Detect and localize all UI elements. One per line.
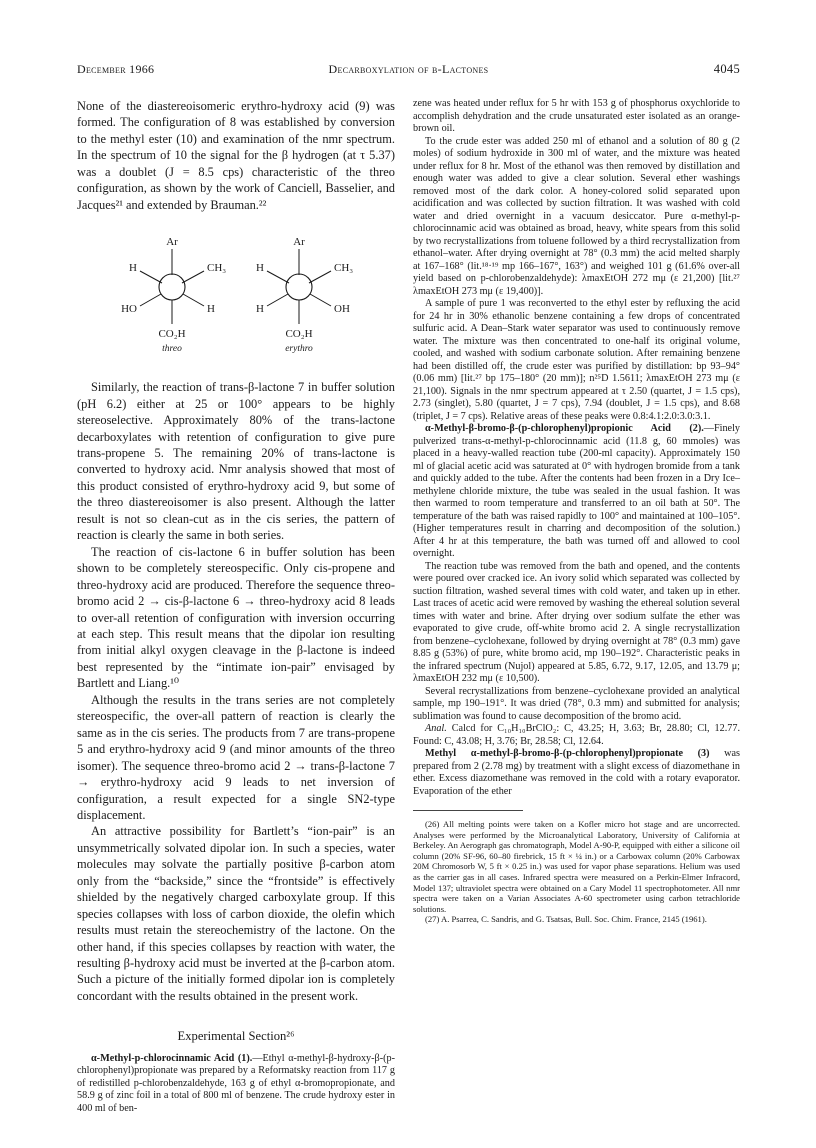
erythro-projection — [256, 236, 353, 354]
threo-upper-right-label: CH₃ — [207, 262, 227, 275]
compound-title: Methyl α-methyl-β-bromo-β-(p-chlorophenyl)propionate (3) — [425, 748, 710, 759]
right-column — [413, 98, 740, 925]
paragraph-body: was prepared from 2 (2.78 mg) by treatment with a slight excess of diazomethane in ether. Excess diazomethane was removed in the cold with a rotary evaporator. Evaporation of the ether — [413, 748, 740, 797]
paragraph: None of the diastereoisomeric erythro-hydroxy acid (9) was formed. The configuration of 8 was established by conversion to the methyl ester (10) and examination of the nmr spectrum. In the spectrum of 10 the signal for the β hydrogen (at τ 5.37) was a doublet (J = 8.5 cps) characteristic of the threo configuration, as shown by the work of Canciell, Basselier, and Jacques²¹ and extended by Brauman.²² — [77, 99, 395, 212]
paragraph-body: —Ethyl α-methyl-β-hydroxy-β-(p-chlorophenyl)propionate was prepared by a Reformatsky reaction from 117 g of redistilled p-chlorobenzaldehyde, 163 g of ethyl α-bromopropionate, and 58.9 g of zinc foil in a total of 800 ml of benzene. The crude hydroxy ester in 400 ml of ben- — [77, 1052, 395, 1114]
threo-caption: threo — [162, 344, 182, 355]
paragraph: zene was heated under reflux for 5 hr with 153 g of phosphorus oxychloride to accomplish dehydration and the crude unsaturated ester isolated as an orange-brown oil. — [413, 98, 740, 134]
threo-bottom-label: CO₂H — [158, 328, 186, 341]
running-head — [77, 62, 740, 78]
threo-lower-right-label: H — [207, 303, 215, 316]
erythro-lower-left-label: H — [256, 303, 264, 316]
paragraph: Several recrystallizations from benzene–cyclohexane provided an analytical sample, mp 190–191°. It was dried (78°, 0.3 mm) and submitted for analysis; sublimation was found to cause decomposition of the bromo acid. — [413, 685, 740, 722]
paragraph: Similarly, the reaction of trans-β-lactone 7 in buffer solution (pH 6.2) either at 25 or 100° appears to be highly stereoselective. Approximately 80% of the trans-lactone decarboxylates with retention of configuration to give pure trans-propene 5. The remaining 20% of trans-lactone is converted to hydroxy acid. Nmr analysis showed that most of this product consisted of erythro-hydroxy acid 9, but some of the threo diastereoisomer is also present. Although the latter result is not so clean-cut as in the cis series, the pattern of reaction is clearly the same in both series. — [77, 380, 395, 543]
paragraph: An attractive possibility for Bartlett’s “ion-pair” is an unsymmetrically solvated dipolar ion. In such a species, water molecules may solvate the partially positive β-carbon atom only from the “backside,” since the “frontside” is effectively shielded by the negatively charged carboxylate group. If this species collapses with loss of carbon dioxide, the olefin which results must retain the stereochemistry of the lactone. On the other hand, if this species collapses by reaction with water, the resulting β-hydroxy acid must be inverted at the β-carbon atom. Such a picture of the initially formed dipolar ion is completely concordant with the results obtained in the present work. — [77, 824, 395, 1003]
anal-label: Anal. — [425, 723, 447, 734]
analysis-body: Calcd for C₁₀H₁₀BrClO₂: C, 43.25; H, 3.63; Br, 28.80; Cl, 12.77. Found: C, 43.08; H, 3.76; Br, 28.58; Cl, 12.64. — [413, 723, 740, 747]
running-title: Decarboxylation of β-Lactones — [328, 62, 489, 76]
page-number: 4045 — [713, 62, 740, 76]
experimental-paragraph — [413, 748, 740, 798]
analysis-paragraph — [413, 723, 740, 748]
footnote-rule — [413, 810, 523, 811]
experimental-paragraph — [77, 1053, 395, 1116]
issue-date: December 1966 — [77, 62, 155, 76]
paragraph-body: —Finely pulverized trans-α-methyl-p-chlorocinnamic acid (11.8 g, 60 mmoles) was placed in a heavy-walled reaction tube (200-ml capacity). Approximately 150 ml of glacial acetic acid was saturated at 0° with hydrogen bromide from a tank and quickly added to the tube. After the contents had been frozen in a Dry Ice–methylene chloride mixture, the tube was sealed in the usual fashion. It was then warmed to room temperature and transferred to an oil bath at 50°. The temperature of the bath was raised rapidly to 100° and maintained at 100–105°. (Higher temperatures result in charring and decomposition of the solution.) After 4 hr at this temperature, the bath was turned off and allowed to cool overnight. — [413, 423, 740, 559]
compound-title: α-Methyl-p-chlorocinnamic Acid (1). — [91, 1052, 253, 1064]
threo-upper-left-label: H — [129, 262, 137, 275]
section-heading: Experimental Section²⁶ — [177, 1029, 295, 1044]
threo-projection — [121, 236, 226, 354]
erythro-upper-left-label: H — [256, 262, 264, 275]
erythro-lower-right-label: OH — [334, 303, 350, 316]
erythro-bottom-label: CO₂H — [285, 328, 313, 341]
left-column — [77, 98, 395, 1115]
threo-lower-left-label: HO — [121, 303, 137, 316]
erythro-caption: erythro — [285, 344, 313, 355]
compound-title: α-Methyl-β-bromo-β-(p-chlorophenyl)propionic Acid (2). — [425, 423, 704, 434]
footnote-26: (26) All melting points were taken on a Kofler micro hot stage and are uncorrected. Analyses were performed by the Microanalytical Laboratory, University of California at Berkeley. An Aerograph gas chromatograph, Model A-90-P, equipped with either a silicone oil column (20% SF-96, 60–80 firebrick, 15 ft × ¼ in.) or a Carbowax column (20% Carbowax 20M Chromosorb W, 5 ft × 0.25 in.) was used for vapor phase separations. Helium was used as the carrier gas in all cases. Infrared spectra were measured on a Perkin-Elmer Infracord, Model 137; ultraviolet spectra were obtained on a Cary Model 11 spectrophotometer. All nmr spectra were taken on a Varian Associates A-60 spectrometer using carbon tetrachloride solutions. — [413, 819, 740, 914]
experimental-paragraph — [413, 423, 740, 561]
paragraph: To the crude ester was added 250 ml of ethanol and a solution of 80 g (2 moles) of sodium hydroxide in 300 ml of water, and the mixture was heated under reflux for 8 hr. Most of the ethanol was then removed by distillation and enough water was added to give a clear solution. Several ether washings removed most of the dark color. A honey-colored solid separated upon acidification and was collected by suction filtration. It was washed with cold water and dried overnight in a vacuum desiccator. Pure α-methyl-p-chlorocinnamic acid was obtained as broad, heavy, white spears from this solid by two recrystallizations from toluene followed by a third recrystallization from ethanol–water. After drying overnight at 78° (0.3 mm) the acid melted sharply at 167–168° (lit.¹⁸·¹⁹ mp 166–167°, 163°) and weighed 101 g (61.6% over-all yield based on p-chlorobenzaldehyde): λmaxEtOH 272 mμ (ε 21,200) [lit.²⁷ λmaxEtOH 273 mμ (ε 19,400)]. — [413, 135, 740, 297]
footnote-27: (27) A. Psarrea, C. Sandris, and G. Tsatsas, Bull. Soc. Chim. France, 2145 (1961). — [425, 914, 707, 925]
paragraph: Although the results in the trans series are not completely stereospecific, the over-all pattern of reaction is clearly the same as in the cis series. The products from 7 are trans-propene 5 and erythro-hydroxy acid 9 (and minor amounts of the threo isomer). The sequence threo-bromo acid 2 → trans-β-lactone 7 → erythro-hydroxy acid 9 leads to net inversion of configuration, a result expected for a single SN2-type displacement. — [77, 692, 395, 822]
newman-projections-svg — [77, 213, 395, 379]
paragraph: The reaction tube was removed from the bath and opened, and the contents were poured over cracked ice. An ivory solid which separated was collected by suction filtration, washed several times with cold water, and taken up in ether. Last traces of acetic acid were removed by washing the ethereal solution several times with water and brine. After drying over sodium sulfate the ether was evaporated to give crude, off-white bromo acid 2. A single recrystallization from benzene–cyclohexane, followed by drying overnight at 78° (0.3 mm) gave 8.85 g (53%) of pure, white bromo acid, mp 190–192°. Characteristic peaks in the infrared spectrum (Nujol) appeared at 5.85, 6.72, 9.17, 12.05, and 13.79 μ; λmaxEtOH 232 mμ (ε 10,500). — [413, 560, 740, 684]
paragraph: A sample of pure 1 was reconverted to the ethyl ester by refluxing the acid for 24 hr in 30% ethanolic benzene containing a few drops of concentrated sulfuric acid. A Dean–Stark water separator was used to continuously remove water. The mixture was then concentrated to one-half its original volume, cooled, and washed with sodium carbonate solution. After remaining benzene had been distilled off, the crude ester was purified by distillation: bp 93–94° (0.06 mm) [lit.²⁷ bp 175–180° (20 mm)]; n²⁵D 1.5611; λmaxEtOH 273 mμ (ε 21,100). Signals in the nmr spectrum appeared at τ 2.50 (quartet, J = 1.5 cps), 2.73 (singlet), 5.80 (quartet, J = 7 cps), 7.94 (doublet, J = 1.5 cps), and 8.68 (triplet, J = 7 cps). Relative areas of these peaks were 0.8:4.1:2.0:3.0:3.1. — [413, 298, 740, 422]
newman-projections-figure — [77, 213, 395, 379]
erythro-top-label: Ar — [293, 236, 305, 249]
paragraph: The reaction of cis-lactone 6 in buffer solution has been shown to be completely stereospecific. Only cis-propene and threo-hydroxy acid are produced. Therefore the sequence threo-bromo acid 2 → cis-β-lactone 6 → threo-hydroxy acid 8 leads to over-all retention of configuration with inversion occurring at each step. This result means that the dipolar ion resulting from initial alkyl oxygen cleavage in the β-lactone is indeed best represented by the “intimate ion-pair” envisaged by Bartlett and Liang.¹⁰ — [77, 544, 395, 691]
erythro-upper-right-label: CH₃ — [334, 262, 354, 275]
threo-top-label: Ar — [166, 236, 178, 249]
